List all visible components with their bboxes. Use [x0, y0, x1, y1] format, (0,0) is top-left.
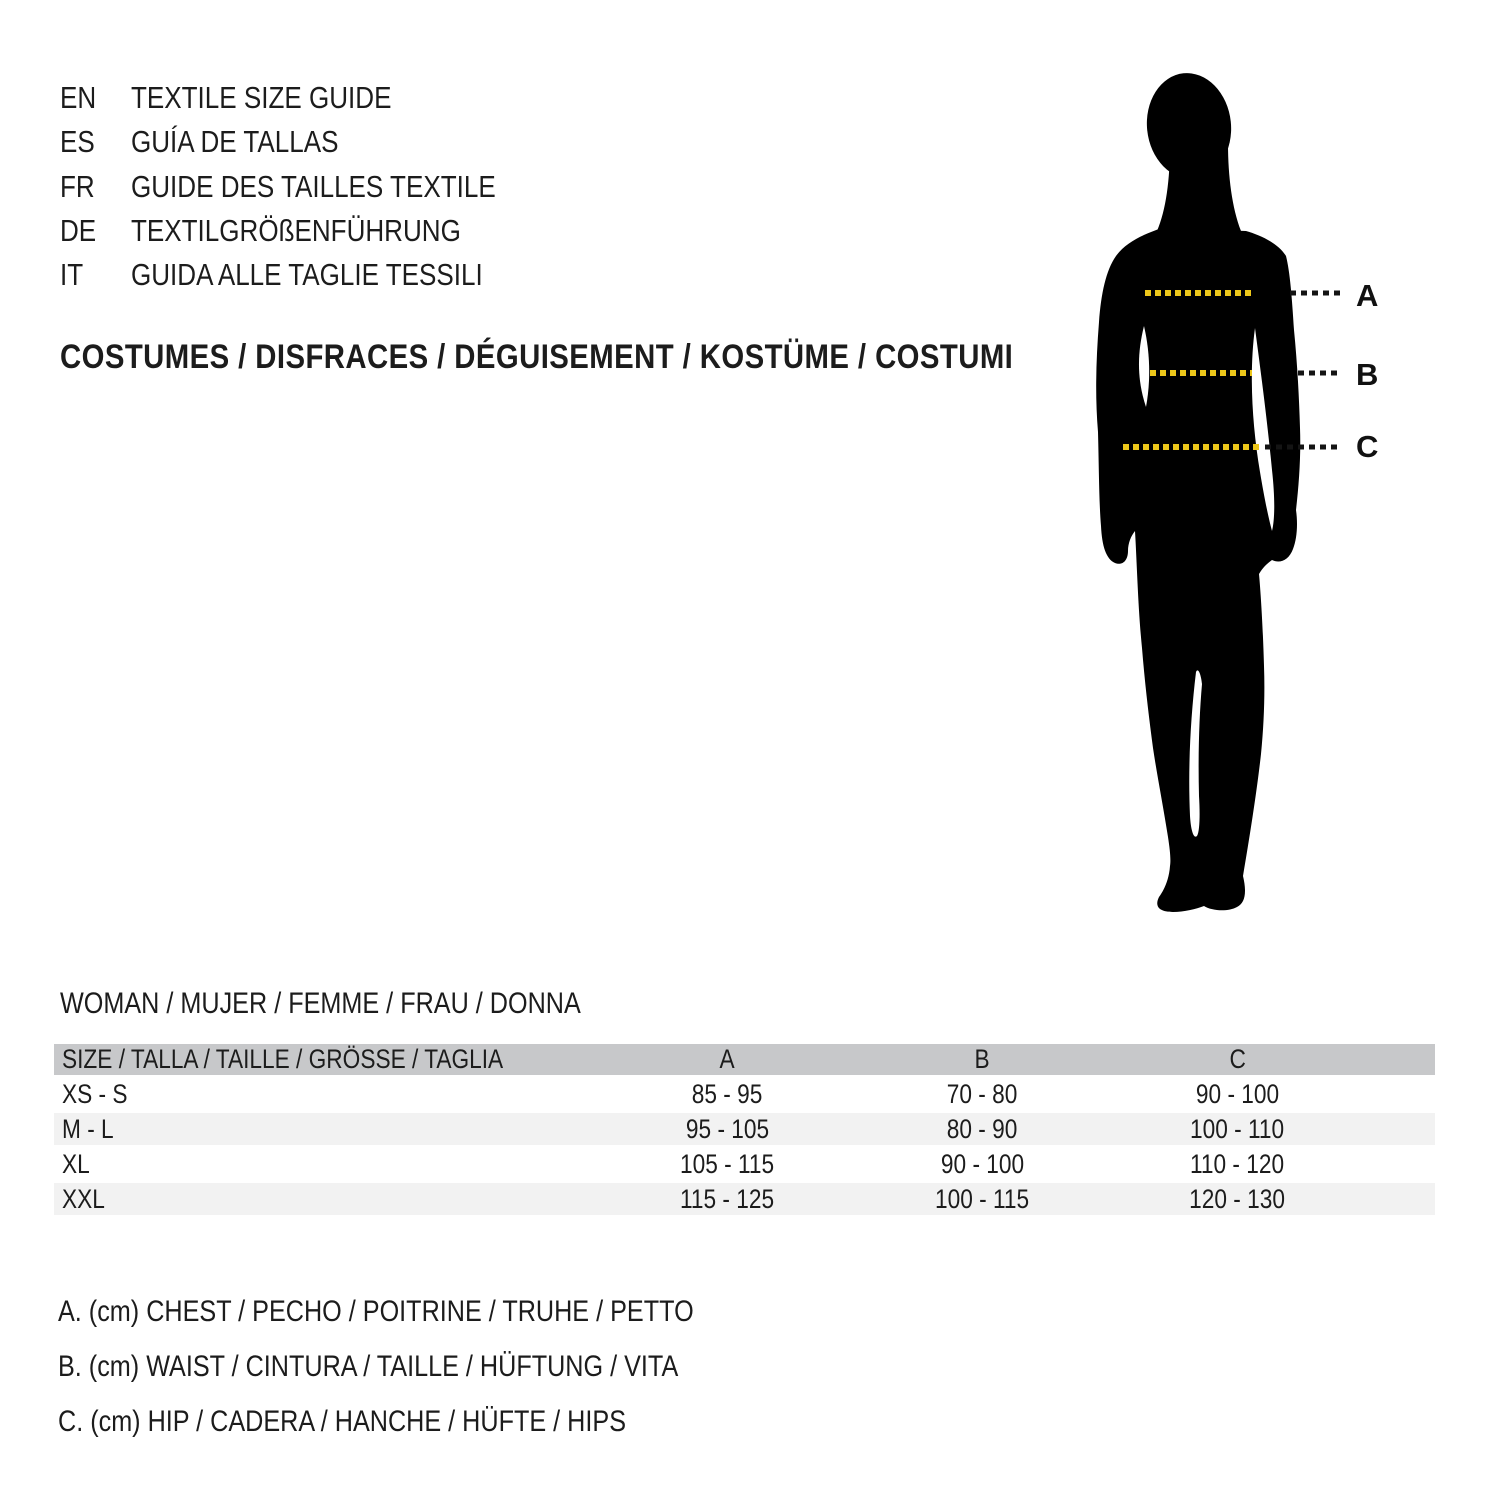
legend-chest	[58, 1284, 815, 1339]
row-size: XL	[62, 1148, 90, 1179]
lang-label-it: GUIDA ALLE TAGLIE TESSILI	[131, 257, 483, 293]
lang-code-it: IT	[60, 257, 84, 293]
woman-section-title	[60, 982, 680, 1026]
lang-label-en: TEXTILE SIZE GUIDE	[131, 80, 392, 116]
row-size: M - L	[62, 1113, 114, 1144]
table-row-xl	[54, 1148, 1435, 1180]
lang-row-de	[60, 209, 565, 253]
header-size-label: SIZE / TALLA / TAILLE / GRÖSSE / TAGLIA	[62, 1044, 504, 1074]
category-title	[60, 339, 1181, 375]
row-c-value: 110 - 120	[1190, 1148, 1285, 1179]
measurement-legend	[58, 1284, 815, 1449]
lang-label-fr: GUIDE DES TAILLES TEXTILE	[131, 168, 496, 204]
row-a-value: 115 - 125	[680, 1183, 775, 1214]
row-b-value: 90 - 100	[940, 1148, 1025, 1179]
header-col-b: B	[974, 1044, 991, 1074]
legend-waist	[58, 1339, 815, 1394]
lang-code-en: EN	[60, 80, 97, 116]
row-b-value: 70 - 80	[947, 1078, 1018, 1109]
legend-waist-text: B. (cm) WAIST / CINTURA / TAILLE / HÜFTUNG / VITA	[58, 1349, 679, 1383]
woman-section-title-text: WOMAN / MUJER / FEMME / FRAU / DONNA	[60, 987, 581, 1020]
woman-silhouette-figure	[1060, 60, 1400, 960]
row-a-value: 85 - 95	[692, 1078, 763, 1109]
row-c-value: 90 - 100	[1195, 1078, 1280, 1109]
lang-row-es	[60, 120, 565, 164]
lang-code-de: DE	[60, 213, 97, 249]
legend-hip	[58, 1394, 815, 1449]
size-table-header	[54, 1044, 1435, 1075]
lang-row-en	[60, 76, 565, 120]
row-b-value: 100 - 115	[935, 1183, 1030, 1214]
table-row-xxl	[54, 1183, 1435, 1215]
table-row-xs-s	[54, 1078, 1435, 1110]
row-a-value: 95 - 105	[685, 1113, 770, 1144]
measure-label-chest: A	[1356, 278, 1379, 313]
lang-label-es: GUÍA DE TALLAS	[131, 124, 339, 160]
lang-label-de: TEXTILGRÖßENFÜHRUNG	[131, 213, 461, 249]
lang-row-fr	[60, 165, 565, 209]
row-a-value: 105 - 115	[680, 1148, 775, 1179]
language-guide-list	[60, 76, 565, 297]
header-col-a: A	[719, 1044, 736, 1074]
table-row-m-l	[54, 1113, 1435, 1145]
lang-code-es: ES	[60, 124, 95, 160]
legend-hip-text: C. (cm) HIP / CADERA / HANCHE / HÜFTE / HIPS	[58, 1404, 626, 1438]
header-col-c: C	[1229, 1044, 1246, 1074]
row-c-value: 120 - 130	[1189, 1183, 1286, 1214]
measure-label-hip: C	[1356, 429, 1379, 464]
row-size: XS - S	[62, 1078, 128, 1109]
category-title-text: COSTUMES / DISFRACES / DÉGUISEMENT / KOSTÜME / COSTUMI	[60, 338, 1014, 376]
lang-row-it	[60, 253, 565, 297]
row-b-value: 80 - 90	[947, 1113, 1018, 1144]
lang-code-fr: FR	[60, 168, 95, 204]
measure-label-waist: B	[1356, 357, 1379, 392]
row-size: XXL	[62, 1183, 105, 1214]
row-c-value: 100 - 110	[1190, 1113, 1285, 1144]
legend-chest-text: A. (cm) CHEST / PECHO / POITRINE / TRUHE / PETTO	[58, 1294, 694, 1328]
